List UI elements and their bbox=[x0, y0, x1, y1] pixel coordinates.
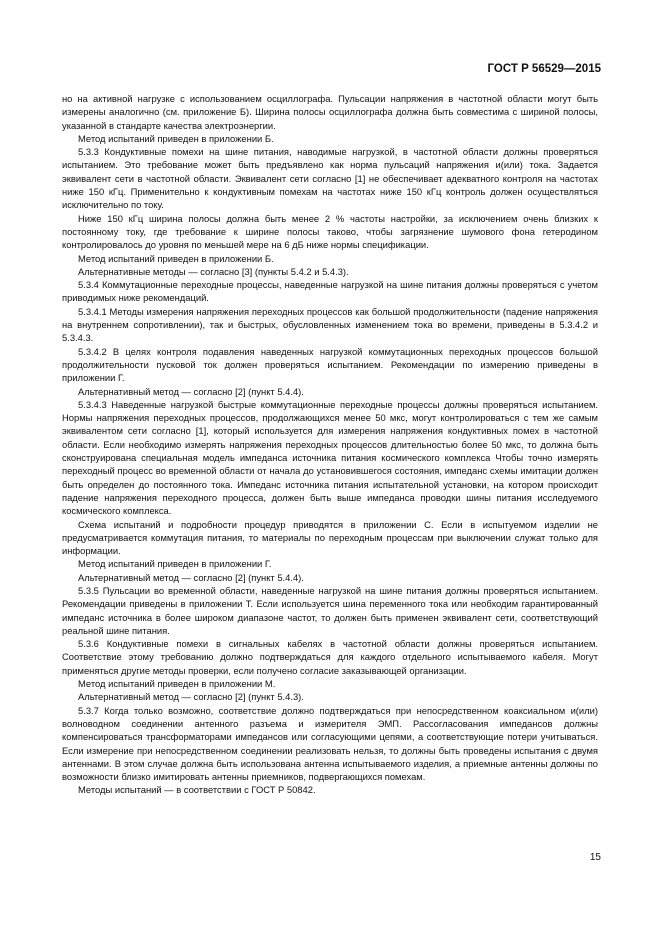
paragraph: Метод испытаний приведен в приложении Б. bbox=[78, 252, 274, 264]
paragraph: 5.3.7 Когда только возможно, соответствие должно подтверждаться при непосредственном коаксиальном и(или) волноводном соединении антенного разъема и измерителя ЭМП. Рассогласования импедансов должны компенсироваться трансформаторами импедансов или согласующими цепями, а соответствующие потери учитываться. Если измерение при непосредственном соединении реализовать нельзя, то должны быть проведены испытания с двумя антеннами. В этом случае должна быть использована антенна испытываемого изделия, а приемные антенны должны по возможности близко имитировать антенны приемников, подвергающихся помехам. bbox=[62, 704, 598, 783]
paragraph: Ниже 150 кГц ширина полосы должна быть менее 2 % частоты настройки, за исключением очень близких к постоянному току, где требование к ширине полосы таково, чтобы загрязнение шумового фона гетеродином контролировалось до уровня по меньшей мере на 6 дБ ниже нормы спецификации. bbox=[62, 212, 598, 251]
paragraph: 5.3.6 Кондуктивные помехи в сигнальных кабелях в частотной области должны проверяться испытанием. Соответствие этому требованию должно подтверждаться для каждого отдельного испытываемого кабеля. Могут применяться другие методы проверки, если получено согласие заказывающей организации. bbox=[62, 638, 598, 676]
paragraph: Альтернативный метод — согласно [2] (пункт 5.4.3). bbox=[78, 691, 304, 703]
paragraph: Схема испытаний и подробности процедур приводятся в приложении С. Если в испытуемом изделии не предусматривается коммутация питания, то материалы по переходным процессам при выключении служат только для информации. bbox=[62, 518, 598, 557]
paragraph: 5.3.4 Коммутационные переходные процессы, наведенные нагрузкой на шине питания должны проверяться с учетом приводимых ниже рекомендаций. bbox=[62, 279, 598, 304]
paragraph: Альтернативный метод — согласно [2] (пункт 5.4.4). bbox=[78, 385, 304, 397]
paragraph: Альтернативные методы — согласно [3] (пункты 5.4.2 и 5.4.3). bbox=[78, 265, 349, 277]
paragraph: Метод испытаний приведен в приложении Б. bbox=[78, 132, 274, 144]
paragraph: Метод испытаний приведен в приложении М. bbox=[78, 678, 276, 690]
paragraph: 5.3.3 Кондуктивные помехи на шине питания, наводимые нагрузкой, в частотной области должны проверяться испытанием. Это требование может быть предъявлено как норма пульсаций напряжения и(или) тока. Задается эквивалент сети в частотной области. Эквивалент сети согласно [1] не обеспечивает адекватного контроля на частотах ниже 150 кГц. Применительно к кондуктивным помехам на частотах ниже 150 кГц контроль должен осуществляться исключительно по току. bbox=[62, 146, 598, 211]
paragraph: 5.3.4.2 В целях контроля подавления наведенных нагрузкой коммутационных переходных процессов большой продолжительности пусковой ток должен проверяться испытанием. Рекомендации по измерению приведены в приложении Г. bbox=[62, 345, 598, 384]
paragraph: Альтернативный метод — согласно [2] (пункт 5.4.4). bbox=[78, 571, 304, 583]
paragraph: но на активной нагрузке с использованием осциллографа. Пульсации напряжения в частотной области могут быть измерены аналогично (см. приложение Б). Ширина полосы осциллографа должна быть совместима с шириной полосы, указанной в стандарте качества электроэнергии. bbox=[62, 93, 598, 131]
document-body bbox=[62, 92, 598, 797]
paragraph: 5.3.4.1 Методы измерения напряжения переходных процессов как большой продолжительности (падение напряжения на внутреннем сопротивлении), так и быстрых, обусловленных изменением тока во времени, приведены в 5.3.4.2 и 5.3.4.3. bbox=[62, 305, 598, 344]
paragraph: Метод испытаний приведен в приложении Г. bbox=[78, 558, 272, 570]
paragraph: 5.3.5 Пульсации во временной области, наведенные нагрузкой на шине питания должны проверяться испытанием. Рекомендации приведены в приложении Т. Если используется шина переменного тока или необходим гарантированный импеданс источника в более широком диапазоне частот, то должен быть применен эквивалент сети, соответствующий реальной шине питания. bbox=[62, 584, 598, 636]
standard-header: ГОСТ Р 56529—2015 bbox=[487, 63, 601, 75]
paragraph: Методы испытаний — в соответствии с ГОСТ Р 50842. bbox=[78, 784, 316, 796]
paragraph: 5.3.4.3 Наведенные нагрузкой быстрые коммутационные переходные процессы должны проверяться испытанием. Нормы напряжения переходных процессов, продолжающихся менее 50 мкс, могут контролироваться с тем же самым эквивалентом сети согласно [1], который используется для измерения напряжения кондуктивных помех в частотной области. Если необходимо измерять напряжения переходных процессов длительностью более 50 мкс, то должна быть сконструирована специальная модель импеданса источника питания космического комплекса Чтобы точно измерять переходный процесс во временной области от начала до установившегося состояния, импеданс схемы имитации должен быть определен до постоянного тока. Импеданс источника питания испытательной установки, на котором происходит падение напряжения переходного процесса, должен быть выше импеданса проводки шины питания исследуемого космического комплекса. bbox=[62, 398, 598, 517]
page-number: 15 bbox=[589, 852, 601, 863]
